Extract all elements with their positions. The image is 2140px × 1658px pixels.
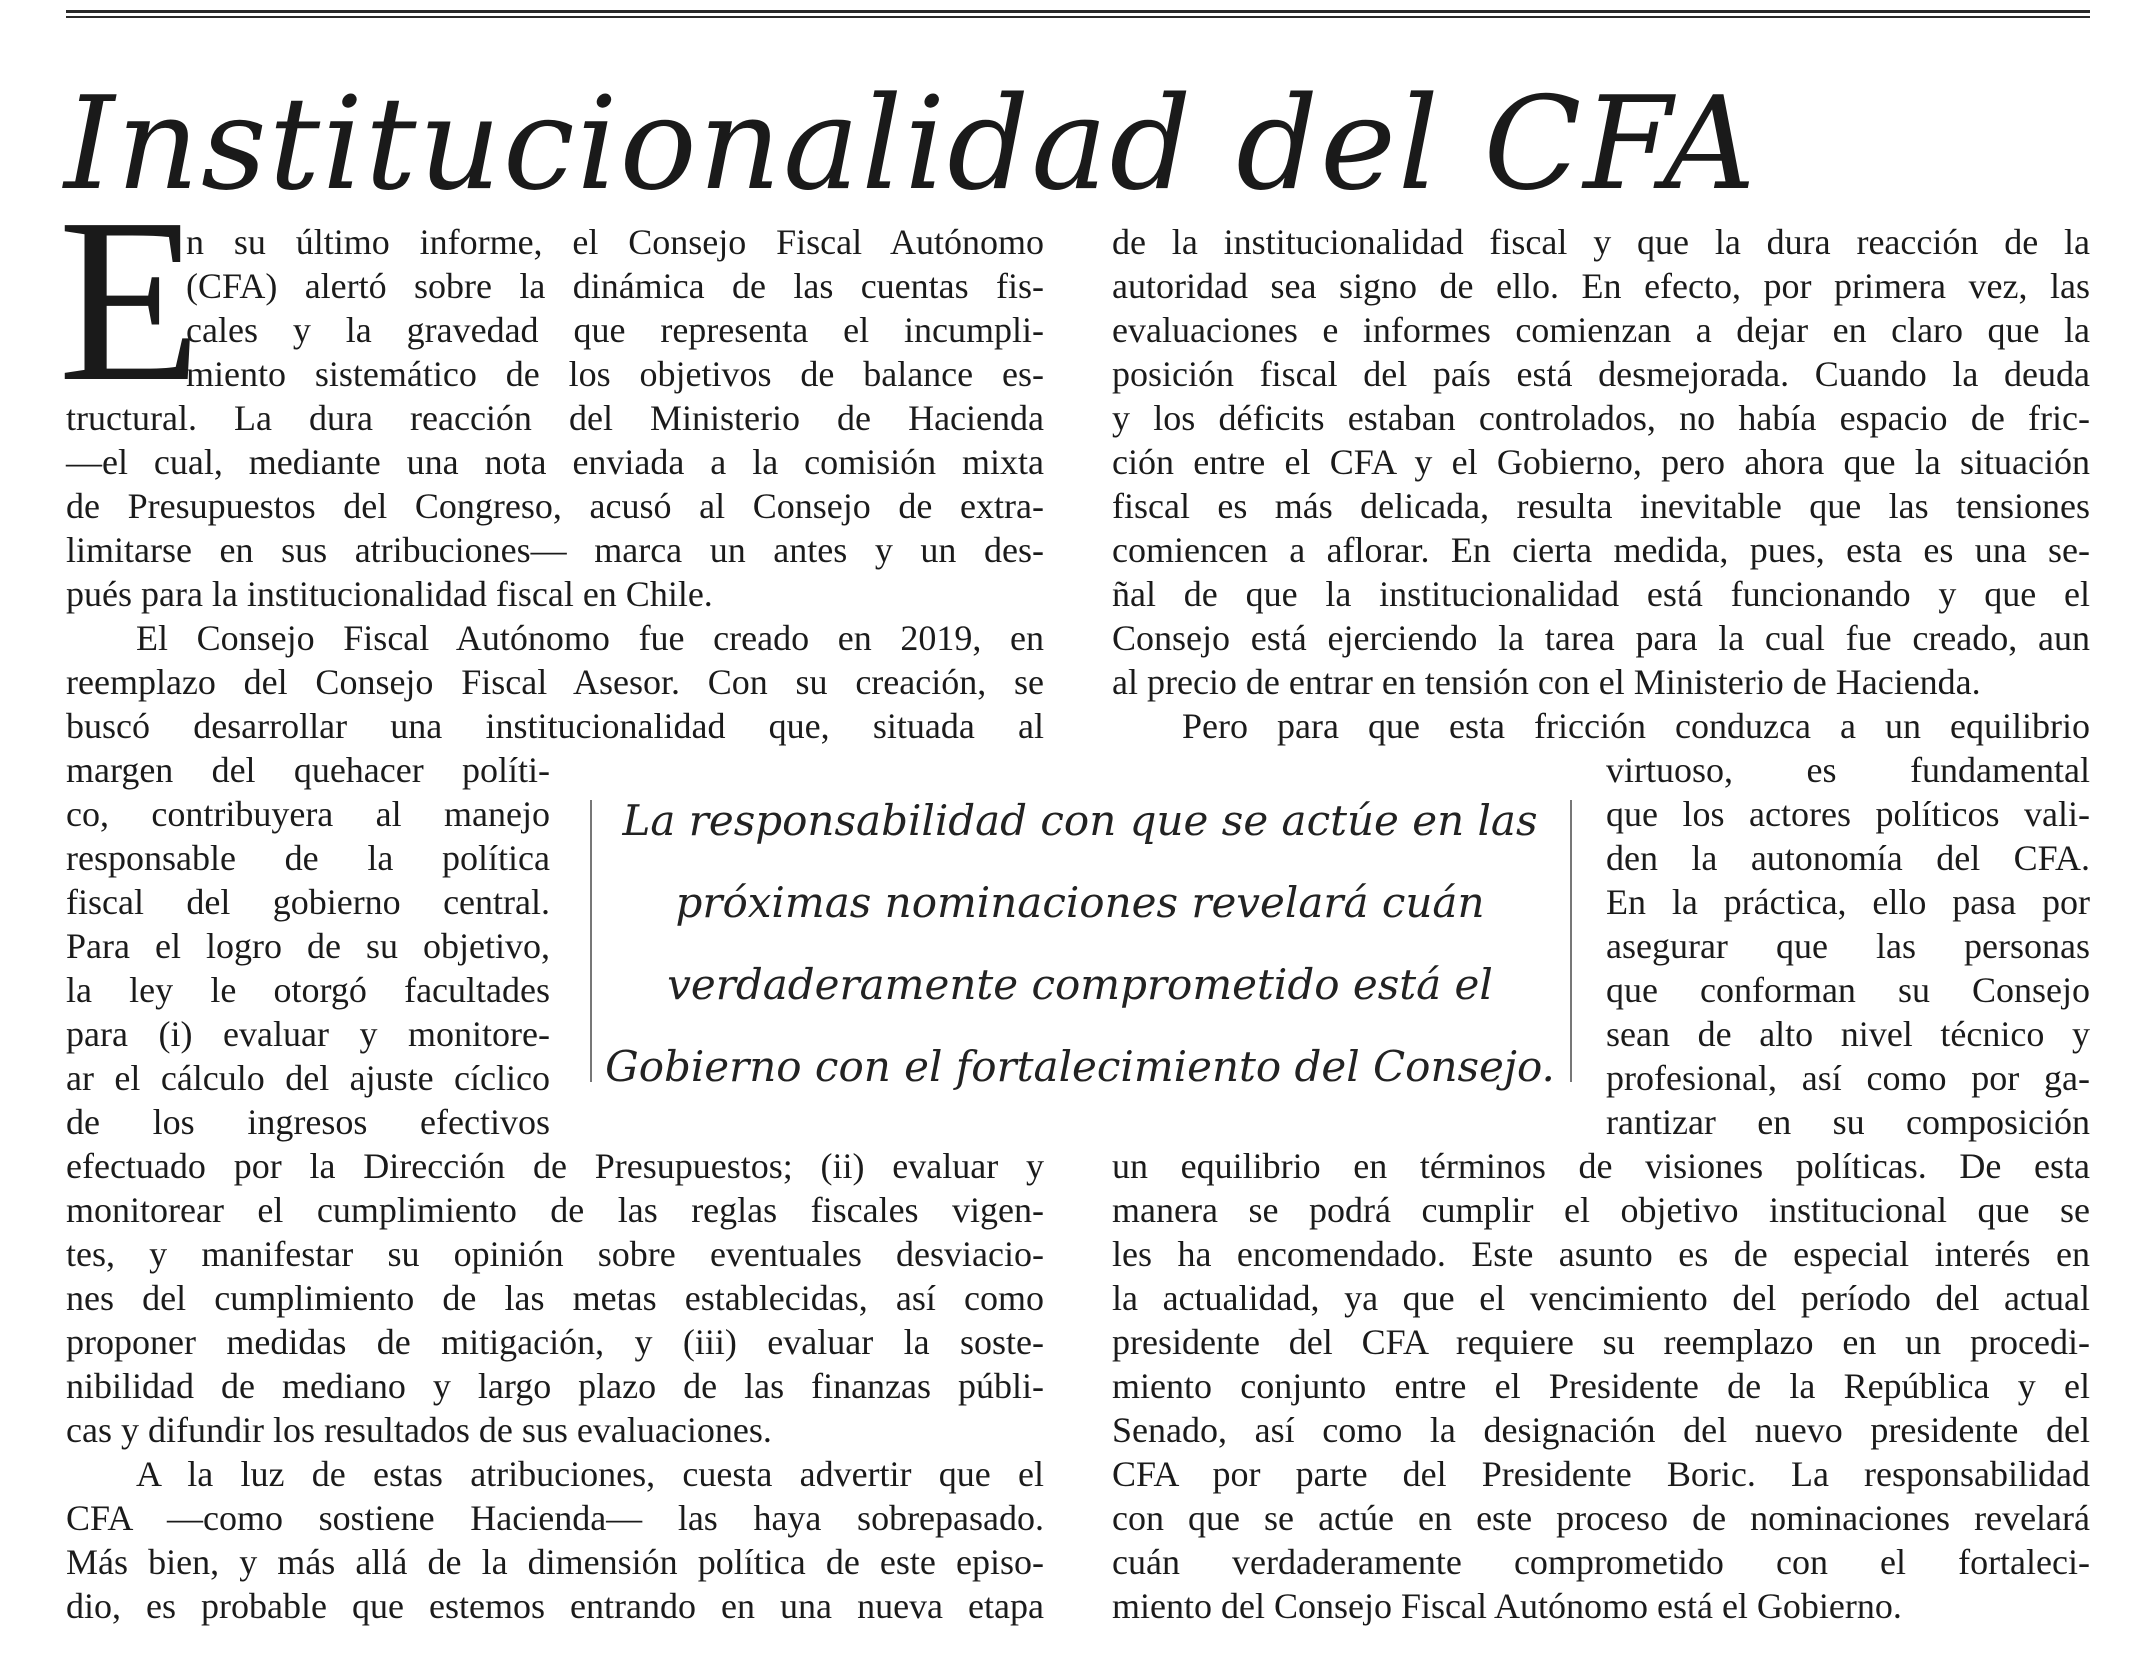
- column1-line: de Presupuestos del Congreso, acusó al Consejo de extra-: [66, 486, 1044, 526]
- pull-quote-line: verdaderamente comprometido está el: [667, 960, 1493, 1009]
- column1-line: cas y difundir los resultados de sus evaluaciones.: [66, 1410, 772, 1450]
- column1-line: buscó desarrollar una institucionalidad que, situada al: [66, 706, 1044, 746]
- column1-line: (CFA) alertó sobre la dinámica de las cuentas fis-: [186, 266, 1044, 306]
- column1-line: reemplazo del Consejo Fiscal Asesor. Con su creación, se: [66, 662, 1044, 702]
- column2-line: al precio de entrar en tensión con el Ministerio de Hacienda.: [1112, 662, 1981, 702]
- column1-line: ar el cálculo del ajuste cíclico: [66, 1058, 550, 1098]
- column1-line: para (i) evaluar y monitore-: [66, 1014, 550, 1054]
- pull-quote: [590, 780, 1570, 1108]
- column2-line: con que se actúe en este proceso de nominaciones revelará: [1112, 1498, 2090, 1538]
- column2-line: En la práctica, ello pasa por: [1606, 882, 2090, 922]
- column1-line: monitorear el cumplimiento de las reglas fiscales vigen-: [66, 1190, 1044, 1230]
- column1-line: CFA —como sostiene Hacienda— las haya sobrepasado.: [66, 1498, 1044, 1538]
- column1-line: dio, es probable que estemos entrando en una nueva etapa: [66, 1586, 1044, 1626]
- column2-line: fiscal es más delicada, resulta inevitable que las tensiones: [1112, 486, 2090, 526]
- column2-line: rantizar en su composición: [1606, 1102, 2090, 1142]
- column1-line: responsable de la política: [66, 838, 550, 878]
- column1-line: pués para la institucionalidad fiscal en Chile.: [66, 574, 713, 614]
- pull-quote-line: Gobierno con el fortalecimiento del Consejo.: [605, 1042, 1555, 1091]
- column2-line: presidente del CFA requiere su reemplazo en un procedi-: [1112, 1322, 2090, 1362]
- column1-line: El Consejo Fiscal Autónomo fue creado en 2019, en: [136, 618, 1044, 658]
- column2-line: CFA por parte del Presidente Boric. La responsabilidad: [1112, 1454, 2090, 1494]
- top-rule-thin: [66, 16, 2090, 18]
- top-rule: [66, 10, 2090, 13]
- column1-line: fiscal del gobierno central.: [66, 882, 550, 922]
- drop-cap: E: [58, 170, 202, 430]
- pull-quote-line: La responsabilidad con que se actúe en las: [622, 796, 1538, 845]
- column2-line: de la institucionalidad fiscal y que la dura reacción de la: [1112, 222, 2090, 262]
- column2-line: manera se podrá cumplir el objetivo institucional que se: [1112, 1190, 2090, 1230]
- column2-line: miento conjunto entre el Presidente de la República y el: [1112, 1366, 2090, 1406]
- column2-line: les ha encomendado. Este asunto es de especial interés en: [1112, 1234, 2090, 1274]
- column1-line: tes, y manifestar su opinión sobre eventuales desviacio-: [66, 1234, 1044, 1274]
- column1-line: margen del quehacer políti-: [66, 750, 550, 790]
- column2-line: den la autonomía del CFA.: [1606, 838, 2090, 878]
- column2-line: evaluaciones e informes comienzan a dejar en claro que la: [1112, 310, 2090, 350]
- column1-line: de los ingresos efectivos: [66, 1102, 550, 1142]
- column2-line: Consejo está ejerciendo la tarea para la cual fue creado, aun: [1112, 618, 2090, 658]
- pull-quote-right-rule: [1570, 800, 1572, 1082]
- column2-line: que los actores políticos vali-: [1606, 794, 2090, 834]
- column1-line: A la luz de estas atribuciones, cuesta advertir que el: [136, 1454, 1044, 1494]
- column2-line: posición fiscal del país está desmejorada. Cuando la deuda: [1112, 354, 2090, 394]
- pull-quote-line: próximas nominaciones revelará cuán: [675, 878, 1485, 927]
- column1-line: co, contribuyera al manejo: [66, 794, 550, 834]
- column1-line: Para el logro de su objetivo,: [66, 926, 550, 966]
- column2-line: ción entre el CFA y el Gobierno, pero ahora que la situación: [1112, 442, 2090, 482]
- column2-line: comiencen a aflorar. En cierta medida, pues, esta es una se-: [1112, 530, 2090, 570]
- column2-line: sean de alto nivel técnico y: [1606, 1014, 2090, 1054]
- column1-line: n su último informe, el Consejo Fiscal Autónomo: [186, 222, 1044, 262]
- column1-line: efectuado por la Dirección de Presupuestos; (ii) evaluar y: [66, 1146, 1044, 1186]
- column1-line: tructural. La dura reacción del Ministerio de Hacienda: [66, 398, 1044, 438]
- column2-line: que conforman su Consejo: [1606, 970, 2090, 1010]
- column1-line: nibilidad de mediano y largo plazo de las finanzas públi-: [66, 1366, 1044, 1406]
- column1-line: —el cual, mediante una nota enviada a la comisión mixta: [66, 442, 1044, 482]
- column2-line: profesional, así como por ga-: [1606, 1058, 2090, 1098]
- column1-line: Más bien, y más allá de la dimensión política de este episo-: [66, 1542, 1044, 1582]
- column2-line: miento del Consejo Fiscal Autónomo está el Gobierno.: [1112, 1586, 1902, 1626]
- column2-line: virtuoso, es fundamental: [1606, 750, 2090, 790]
- column1-line: nes del cumplimiento de las metas establecidas, así como: [66, 1278, 1044, 1318]
- column1-line: proponer medidas de mitigación, y (iii) evaluar la soste-: [66, 1322, 1044, 1362]
- column2-line: Pero para que esta fricción conduzca a un equilibrio: [1182, 706, 2090, 746]
- column1-line: cales y la gravedad que representa el incumpli-: [186, 310, 1044, 350]
- column1-line: la ley le otorgó facultades: [66, 970, 550, 1010]
- column1-line: limitarse en sus atribuciones— marca un antes y un des-: [66, 530, 1044, 570]
- column2-line: ñal de que la institucionalidad está funcionando y que el: [1112, 574, 2090, 614]
- column2-line: cuán verdaderamente comprometido con el fortaleci-: [1112, 1542, 2090, 1582]
- article-title: Institucionalidad del CFA: [64, 70, 1758, 219]
- column1-line: miento sistemático de los objetivos de balance es-: [186, 354, 1044, 394]
- column2-line: la actualidad, ya que el vencimiento del período del actual: [1112, 1278, 2090, 1318]
- column2-line: y los déficits estaban controlados, no había espacio de fric-: [1112, 398, 2090, 438]
- column2-line: un equilibrio en términos de visiones políticas. De esta: [1112, 1146, 2090, 1186]
- column2-line: autoridad sea signo de ello. En efecto, por primera vez, las: [1112, 266, 2090, 306]
- column2-line: asegurar que las personas: [1606, 926, 2090, 966]
- column2-line: Senado, así como la designación del nuevo presidente del: [1112, 1410, 2090, 1450]
